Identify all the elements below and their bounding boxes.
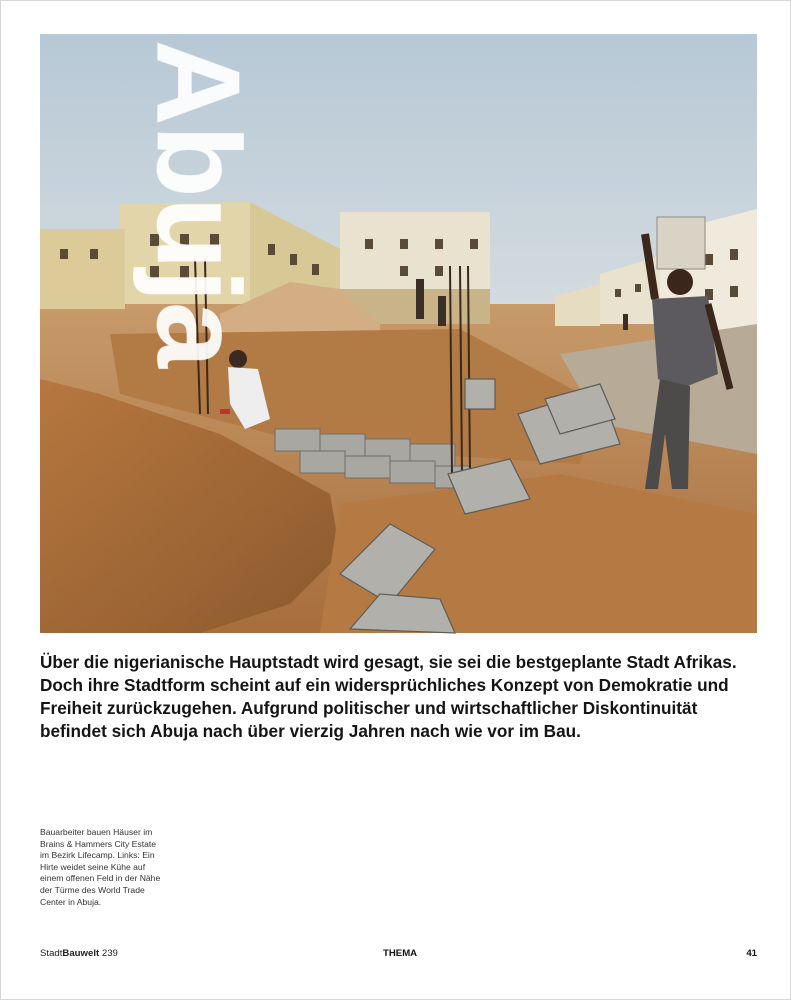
footer-publication — [40, 948, 118, 959]
brand-prefix: Stadt — [40, 948, 63, 959]
svg-text:Abuja: Abuja — [132, 40, 264, 368]
brand-strong: Bauwelt — [62, 948, 100, 959]
footer-section: THEMA — [383, 948, 418, 959]
photo-caption: Bauarbeiter bauen Häuser im Brains & Hammers City Estate im Bezirk Lifecamp. Links: Ein Hirte weidet seine Kühe auf einem offenen Feld in der Nähe der Türme des World Trade Center in Abuja. — [40, 827, 161, 907]
construction-site-photo — [40, 34, 757, 633]
issue-number: 239 — [101, 948, 118, 959]
page-number: 41 — [746, 948, 757, 959]
lead-paragraph: Über die nigerianische Hauptstadt wird gesagt, sie sei die bestgeplante Stadt Afrikas. Doch ihre Stadtform scheint auf ein widersprüchliches Konzept von Demokratie und Freiheit zurückzugehen. Aufgrund politischer und wirtschaftlicher Diskontinuität befindet sich Abuja nach über vierzig Jahren nach wie vor im Bau. — [40, 652, 737, 741]
